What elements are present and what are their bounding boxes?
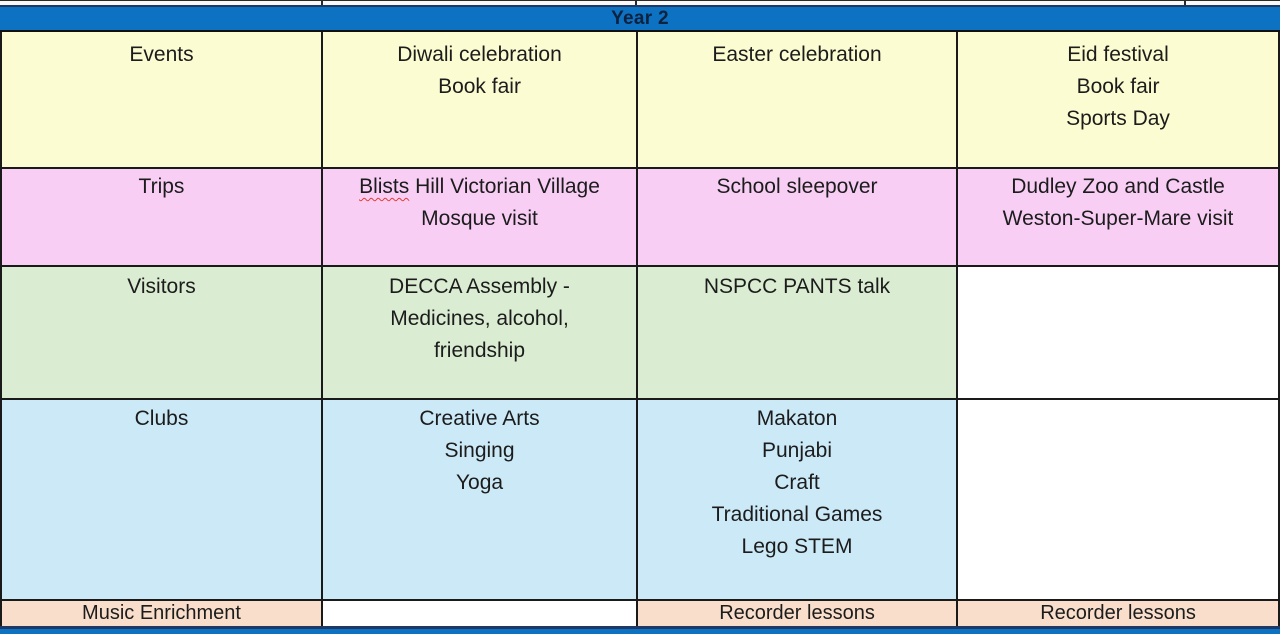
- cell-music-spring[interactable]: [638, 601, 956, 626]
- cell-line-rest: Hill Victorian Village: [409, 175, 600, 198]
- cell-line: Punjabi: [761, 439, 833, 462]
- cell-line: Dudley Zoo and Castle: [1011, 175, 1225, 198]
- cell-line: Diwali celebration: [397, 43, 562, 66]
- cell-line: Easter celebration: [712, 43, 882, 66]
- cell-line: NSPCC PANTS talk: [703, 275, 891, 298]
- cell-line: Music Enrichment: [82, 602, 241, 624]
- cell-line: Yoga: [455, 471, 504, 494]
- cell-visitors-label[interactable]: [2, 267, 321, 398]
- cell-line: Recorder lessons: [1040, 602, 1196, 624]
- cell-line: Craft: [774, 471, 820, 494]
- previous-row-edge: [0, 0, 1280, 5]
- misspelled-word: Blists: [359, 175, 410, 198]
- cell-events-summer[interactable]: [958, 32, 1278, 167]
- cell-trips-autumn[interactable]: [323, 169, 636, 265]
- cell-line: DECCA Assembly -: [389, 275, 570, 298]
- cell-line: Weston-Super-Mare visit: [1002, 207, 1234, 230]
- cell-line: Lego STEM: [741, 535, 853, 558]
- cell-clubs-autumn[interactable]: [323, 400, 636, 599]
- cell-trips-spring[interactable]: [638, 169, 956, 265]
- cell-border: [1184, 1, 1186, 5]
- cell-music-autumn-empty[interactable]: [323, 601, 636, 626]
- cell-events-autumn[interactable]: [323, 32, 636, 167]
- cell-line: Mosque visit: [421, 207, 538, 230]
- cell-line: Medicines, alcohol,: [390, 307, 569, 330]
- cell-border: [635, 1, 637, 5]
- next-section-edge: [0, 626, 1280, 634]
- cell-line: School sleepover: [716, 175, 878, 198]
- cell-music-label[interactable]: [2, 601, 321, 626]
- cell-events-label[interactable]: [2, 32, 321, 167]
- cell-line: Makaton: [756, 407, 838, 430]
- cell-line: Visitors: [127, 275, 196, 298]
- cell-line: Recorder lessons: [719, 602, 875, 624]
- cell-trips-summer[interactable]: [958, 169, 1278, 265]
- cell-line: Events: [129, 43, 194, 66]
- cell-music-summer[interactable]: [958, 601, 1278, 626]
- cell-line: Eid festival: [1067, 43, 1169, 66]
- cell-visitors-autumn[interactable]: [323, 267, 636, 398]
- cell-clubs-summer-empty[interactable]: [958, 400, 1278, 599]
- cell-trips-label[interactable]: [2, 169, 321, 265]
- cell-visitors-spring[interactable]: [638, 267, 956, 398]
- cell-line: Traditional Games: [711, 503, 883, 526]
- cell-line: Book fair: [438, 75, 521, 98]
- cell-line: [323, 171, 636, 203]
- cell-line: Clubs: [134, 407, 189, 430]
- cell-border: [321, 1, 323, 5]
- year-title: Year 2: [611, 7, 669, 29]
- cell-line: Trips: [138, 175, 185, 198]
- cell-line: Creative Arts: [419, 407, 540, 430]
- cell-clubs-spring[interactable]: [638, 400, 956, 599]
- cell-clubs-label[interactable]: [2, 400, 321, 599]
- cell-line: friendship: [433, 339, 526, 362]
- cell-events-spring[interactable]: [638, 32, 956, 167]
- activities-table: [0, 32, 1280, 626]
- cell-visitors-summer-empty[interactable]: [958, 267, 1278, 398]
- cell-line: Book fair: [1076, 75, 1160, 98]
- cell-line: Sports Day: [1066, 107, 1170, 130]
- cell-line: Singing: [444, 439, 515, 462]
- year-header-cell[interactable]: [0, 5, 1280, 32]
